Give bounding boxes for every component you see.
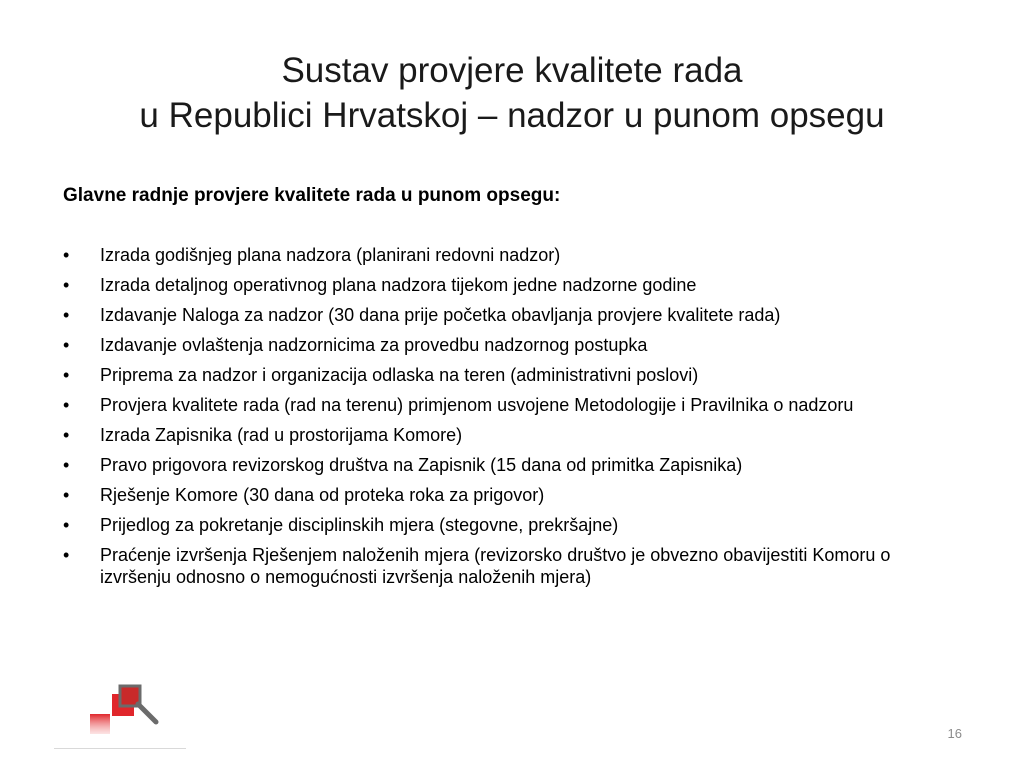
bullet-dot-icon: • xyxy=(63,275,70,295)
bullet-item xyxy=(63,304,963,326)
bullet-item xyxy=(63,244,963,266)
slide-title-line-1: Sustav provjere kvalitete rada xyxy=(281,51,743,90)
bullet-text: Izrada Zapisnika (rad u prostorijama Komore) xyxy=(100,425,463,445)
bullet-text: Izrada godišnjeg plana nadzora (planirani redovni nadzor) xyxy=(100,245,561,265)
bullet-dot-icon: • xyxy=(63,545,70,565)
bullet-dot-icon: • xyxy=(63,365,70,385)
footer-divider xyxy=(54,748,186,749)
logo-small-square xyxy=(90,714,110,734)
bullet-item xyxy=(63,484,963,506)
bullet-dot-icon: • xyxy=(63,515,70,535)
bullet-item xyxy=(63,334,963,356)
page-number: 16 xyxy=(947,726,962,741)
bullet-dot-icon: • xyxy=(63,335,70,355)
bullet-dot-icon: • xyxy=(63,425,70,445)
slide-title-line-2: u Republici Hrvatskoj – nadzor u punom opsegu xyxy=(139,96,885,135)
bullet-dot-icon: • xyxy=(63,305,70,325)
bullet-item xyxy=(63,454,963,476)
magnifier-logo-icon xyxy=(86,680,162,740)
bullet-dot-icon: • xyxy=(63,455,70,475)
bullet-item xyxy=(63,364,963,386)
bullet-text: Izdavanje Naloga za nadzor (30 dana prije početka obavljanja provjere kvalitete rada) xyxy=(100,305,781,325)
bullet-dot-icon: • xyxy=(63,485,70,505)
bullet-item xyxy=(63,394,963,416)
bullet-item xyxy=(63,544,963,588)
bullet-text: Izrada detaljnog operativnog plana nadzora tijekom jedne nadzorne godine xyxy=(100,275,697,295)
bullet-text: Priprema za nadzor i organizacija odlaska na teren (administrativni poslovi) xyxy=(100,365,699,385)
bullet-list xyxy=(63,244,963,596)
logo-handle xyxy=(138,704,156,722)
bullet-item xyxy=(63,424,963,446)
bullet-item xyxy=(63,514,963,536)
bullet-text: Praćenje izvršenja Rješenjem naloženih mjera (revizorsko društvo je obvezno obavijestiti Komoru o izvršenju odnosno o nemogućnosti izvršenja naloženih mjera) xyxy=(100,545,891,587)
bullet-item xyxy=(63,274,963,296)
bullet-text: Prijedlog za pokretanje disciplinskih mjera (stegovne, prekršajne) xyxy=(100,515,619,535)
slide-title xyxy=(40,48,984,138)
bullet-text: Provjera kvalitete rada (rad na terenu) primjenom usvojene Metodologije i Pravilnika o nadzoru xyxy=(100,395,854,415)
bullet-dot-icon: • xyxy=(63,245,70,265)
bullet-dot-icon: • xyxy=(63,395,70,415)
section-heading: Glavne radnje provjere kvalitete rada u punom opsegu: xyxy=(63,185,561,206)
bullet-text: Rješenje Komore (30 dana od proteka roka za prigovor) xyxy=(100,485,545,505)
bullet-text: Izdavanje ovlaštenja nadzornicima za provedbu nadzornog postupka xyxy=(100,335,648,355)
bullet-text: Pravo prigovora revizorskog društva na Zapisnik (15 dana od primitka Zapisnika) xyxy=(100,455,743,475)
